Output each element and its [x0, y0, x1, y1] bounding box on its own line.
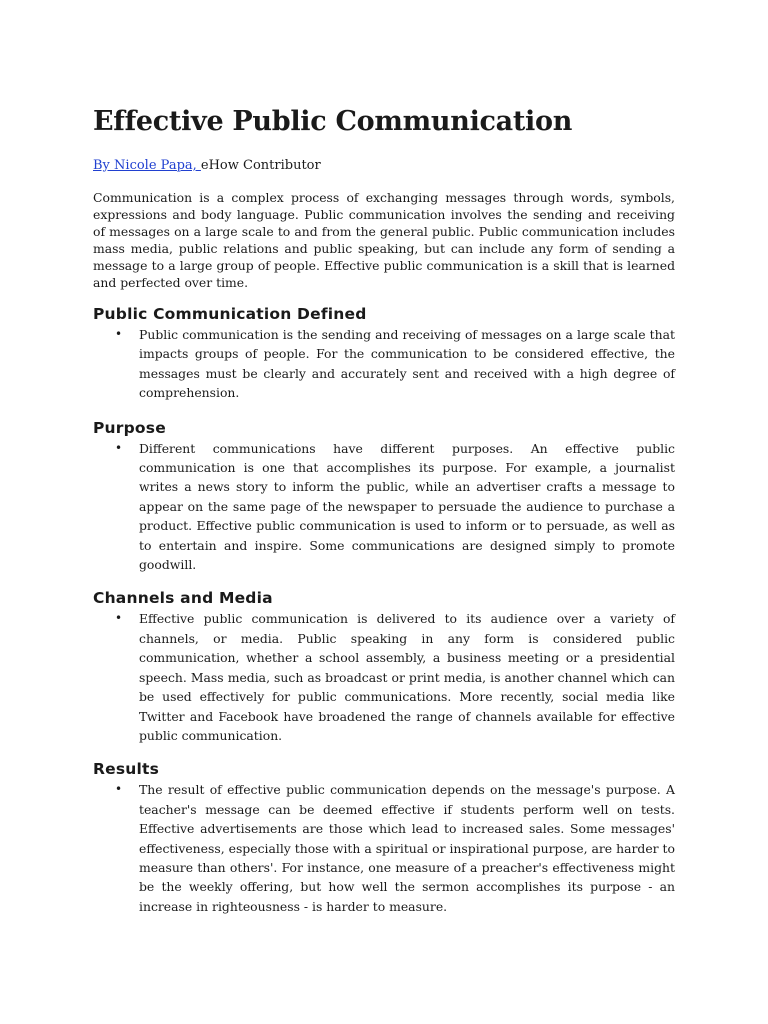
- list-item-text: Effective public communication is delivered to its audience over a variety of channels, or media. Public speaking in any form is considered public communication, whether a school assembly, a business meeting or a presidential speech. Mass media, such as broadcast or print media, is another channel which can be used effectively for public communications. More recently, social media like Twitter and Facebook have broadened the range of channels available for effective public communication.: [139, 611, 675, 743]
- section-heading-defined: Public Communication Defined: [93, 305, 367, 323]
- byline: [93, 157, 675, 175]
- list-item-text: The result of effective public communication depends on the message's purpose. A teacher's message can be deemed effective if students perform well on tests. Effective advertisements are those which lead to increased sales. Some messages' effectiveness, especially those with a spiritual or inspirational purpose, are harder to measure than others'. For instance, one measure of a preacher's effectiveness might be the weekly offering, but how well the sermon accomplishes its purpose - an increase in righteousness - is harder to measure.: [139, 782, 675, 914]
- section-list-channels: [93, 609, 675, 745]
- list-item: [93, 609, 675, 745]
- article: [93, 104, 675, 916]
- list-item: [93, 780, 675, 916]
- author-link[interactable]: By Nicole Papa,: [93, 158, 201, 173]
- bullet-icon: •: [115, 782, 123, 797]
- section-list-defined: [93, 325, 675, 403]
- intro-paragraph: Communication is a complex process of exchanging messages through words, symbols, expressions and body language. Public communication involves the sending and receiving of messages on a large scale to and from the general public. Public communication includes mass media, public relations and public speaking, but can include any form of sending a message to a large group of people. Effective public communication is a skill that is learned and perfected over time.: [93, 190, 675, 290]
- section-heading-results: Results: [93, 760, 160, 779]
- page-title: Effective Public Communication: [93, 106, 573, 137]
- author-role: eHow Contributor: [200, 158, 321, 173]
- list-item: [93, 325, 675, 403]
- bullet-icon: •: [115, 440, 123, 455]
- section-list-purpose: [93, 439, 675, 575]
- list-item: [93, 439, 675, 575]
- bullet-icon: •: [115, 327, 123, 341]
- section-list-results: [93, 780, 675, 916]
- list-item-text: Different communications have different purposes. An effective public communication is one that accomplishes its purpose. For example, a journalist writes a news story to inform the public, while an advertiser crafts a message to appear on the same page of the newspaper to persuade the audience to purchase a product. Effective public communication is used to inform or to persuade, as well as to entertain and inspire. Some communications are designed simply to promote goodwill.: [139, 440, 675, 573]
- section-heading-purpose: Purpose: [93, 418, 166, 437]
- bullet-icon: •: [115, 611, 123, 626]
- section-heading-channels: Channels and Media: [93, 589, 273, 608]
- list-item-text: Public communication is the sending and receiving of messages on a large scale that impacts groups of people. For the communication to be considered effective, the messages must be clearly and accurately sent and received with a high degree of comprehension.: [139, 327, 675, 401]
